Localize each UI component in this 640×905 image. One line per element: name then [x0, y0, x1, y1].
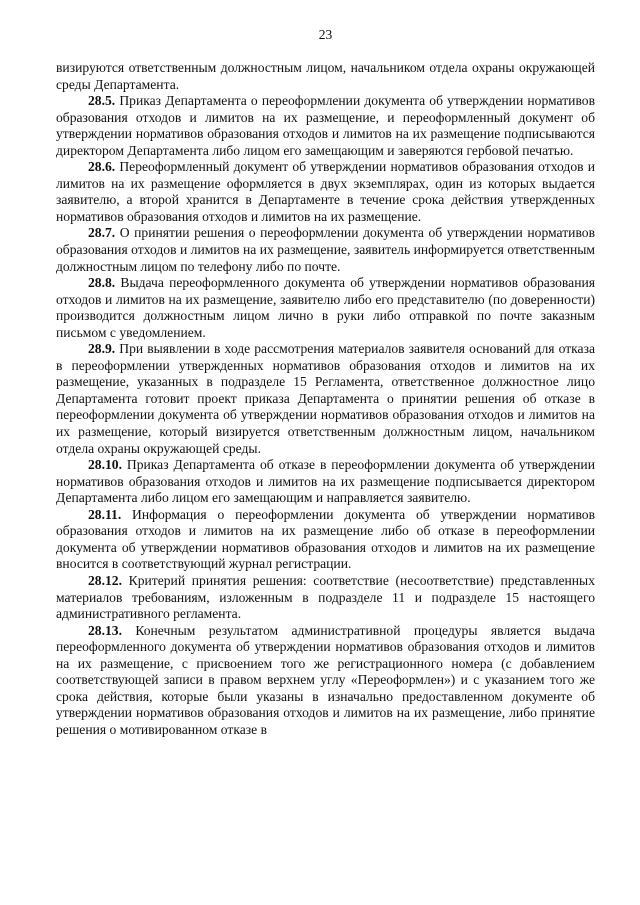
paragraph-text: Переоформленный документ об утверждении нормативов образования отходов и лимитов на их размещение оформляется в двух экземплярах, один из которых выдается заявителю, а второй хранится в Департаменте в течение срока действия утвержденных нормативов образования отходов и лимитов на их размещение. [56, 159, 595, 224]
paragraph-text: Конечным результатом административной процедуры является выдача переоформленного документа об утверждении нормативов образования отходов и лимитов на их размещение, с присвоением того же регистрационного номера (с добавлением соответствующей записи в правом верхнем углу «Переоформлен») и с указанием того же срока действия, которые были указаны в изначально предоставленном документе об утверждении нормативов образования отходов и лимитов на их размещение, либо принятие решения о мотивированном отказе в [56, 622, 595, 737]
paragraph-text: Приказ Департамента об отказе в переоформлении документа об утверждении нормативов образования отходов и лимитов на их размещение подписывается директором Департамента либо лицом его замещающим и направляется заявителю. [56, 457, 595, 506]
clause-number: 28.13. [88, 622, 122, 638]
paragraph-continuation [56, 60, 595, 93]
paragraph-text: О принятии решения о переоформлении документа об утверждении нормативов образования отходов и лимитов на их размещение, заявитель информируется ответственным должностным лицом по телефону либо по почте. [56, 225, 595, 274]
paragraph-28-10 [56, 457, 595, 507]
clause-number: 28.5. [88, 93, 116, 109]
paragraph-text: При выявлении в ходе рассмотрения материалов заявителя оснований для отказа в переоформлении утвержденных нормативов образования отходов и лимитов на их размещение, указанных в подразделе 15 Регламента, ответственное должностное лицо Департамента готовит проект приказа Департамента о принятии решения об отказе в переоформлении документа об утверждении нормативов образования отходов и лимитов на их размещение, который визируется ответственным должностным лицом, начальником отдела охраны окружающей среды. [56, 341, 595, 456]
clause-number: 28.6. [88, 159, 116, 175]
paragraph-text: Выдача переоформленного документа об утверждении нормативов образования отходов и лимитов на их размещение, заявителю либо его представителю (по доверенности) производится должностным лицом лично в руки либо отправкой по почте заказным письмом с уведомлением. [56, 275, 595, 340]
paragraph-text: визируются ответственным должностным лицом, начальником отдела охраны окружающей среды Департамента. [56, 60, 595, 92]
clause-number: 28.8. [88, 275, 116, 291]
page-number: 23 [318, 27, 333, 42]
clause-number: 28.9. [88, 341, 116, 357]
clause-number: 28.11. [88, 506, 122, 522]
paragraph-28-12 [56, 573, 595, 623]
paragraph-28-9 [56, 341, 595, 457]
paragraph-28-7 [56, 225, 595, 275]
clause-number: 28.7. [88, 225, 116, 241]
paragraph-28-13 [56, 623, 595, 739]
paragraph-text: Информация о переоформлении документа об утверждении нормативов образования отходов и лимитов на их размещение либо об отказе в переоформлении документа об утверждении нормативов образования отходов и лимитов на их размещение вносится в соответствующий журнал регистрации. [56, 506, 595, 572]
paragraph-text: Критерий принятия решения: соответствие (несоответствие) представленных материалов требованиям, изложенным в подразделе 11 и подразделе 15 настоящего административного регламента. [56, 572, 595, 622]
paragraph-28-11 [56, 507, 595, 573]
clause-number: 28.12. [88, 572, 122, 588]
paragraph-28-8 [56, 275, 595, 341]
paragraph-28-6 [56, 159, 595, 225]
paragraph-text: Приказ Департамента о переоформлении документа об утверждении нормативов образования отходов и лимитов на их размещение, и переоформленный документ об утверждении нормативов образования отходов и лимитов на их размещение подписываются директором Департамента либо лицом его замещающим и заверяются гербовой печатью. [56, 93, 595, 158]
paragraph-28-5 [56, 93, 595, 159]
clause-number: 28.10. [88, 457, 122, 473]
